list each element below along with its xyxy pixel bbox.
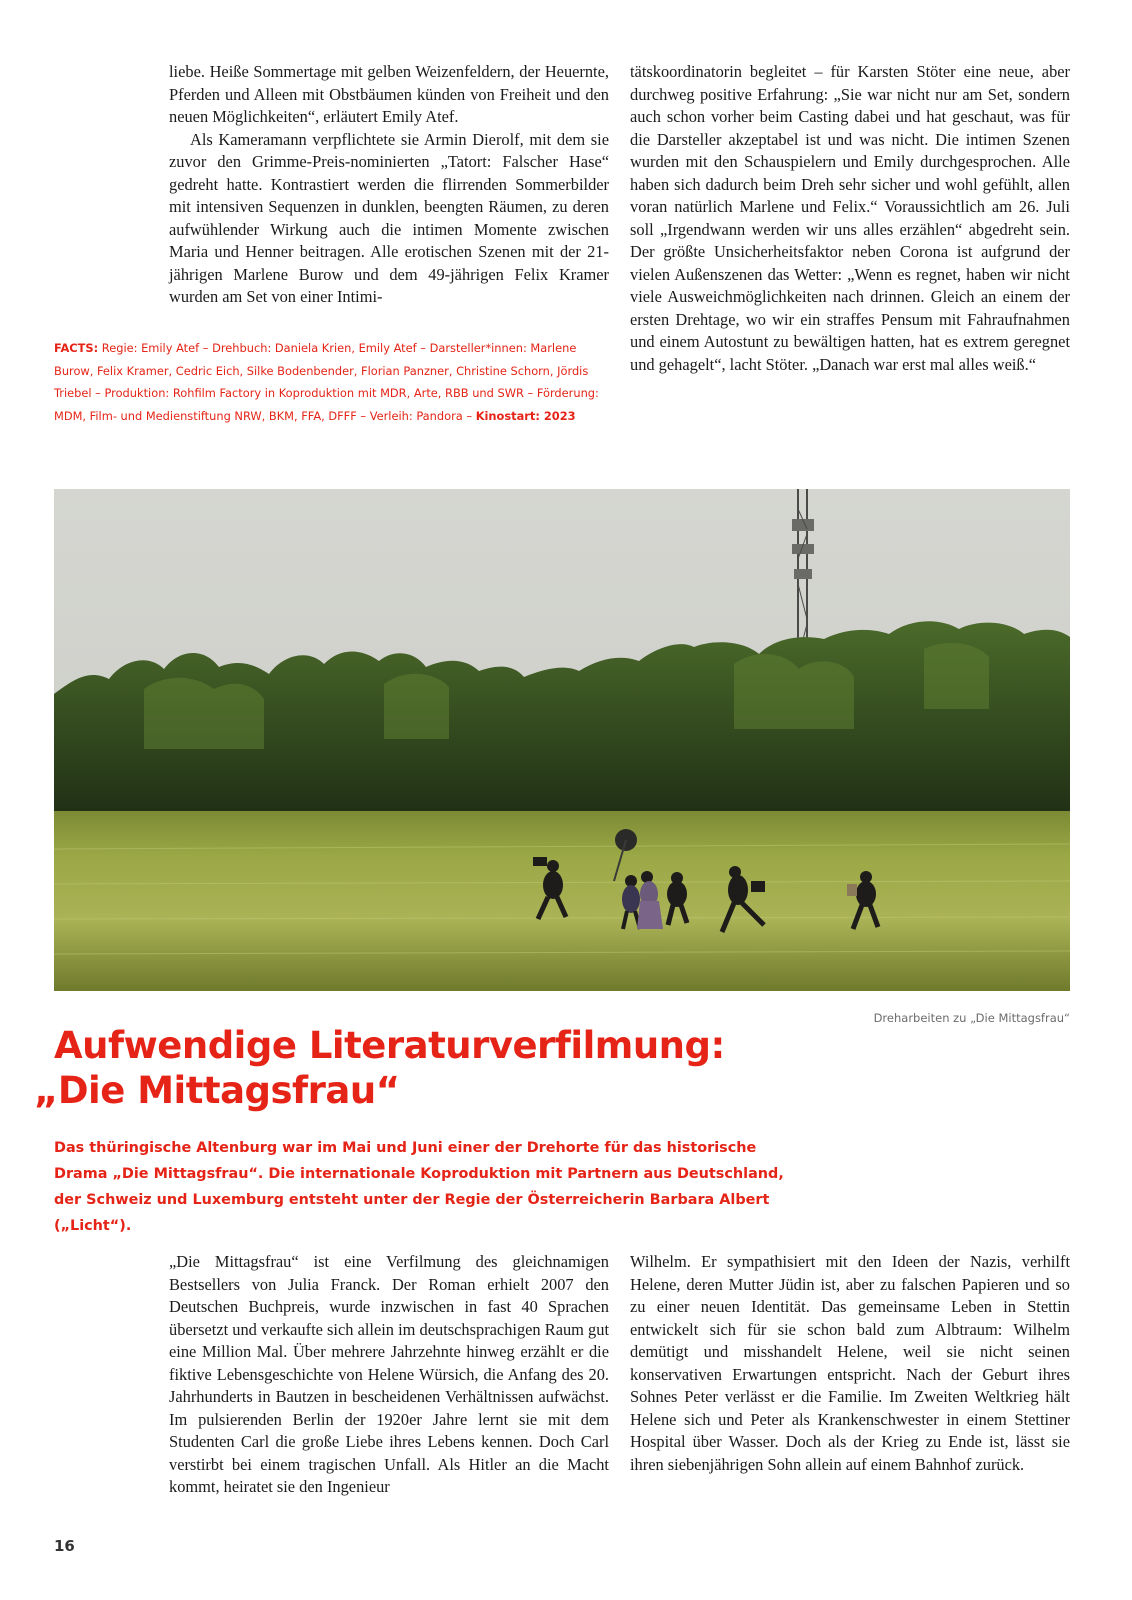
headline-line-2: „Die Mittagsfrau“ [34, 1069, 400, 1112]
article-column-2 [630, 1251, 1070, 1476]
top-article-paragraph: tätskoordinatorin begleitet – für Karsten Stöter eine neue, aber durchweg positive Erfahrung: „Sie war nicht nur am Set, sondern auch schon vorher beim Casting dabei und hat geschaut, was für die Darsteller akzeptabel ist und was nicht. Die intimen Szenen wurden mit den Schauspielern und Emily durchgesprochen. Alle haben sich dadurch beim Dreh sehr sicher und wohl gefühlt, allen voran natürlich Marlene und Felix.“ Voraussichtlich am 26. Juli soll „Irgendwann werden wir uns alles erzählen“ abgedreht sein. Der größte Unsicherheitsfaktor neben Corona ist aufgrund der vielen Außenszenen das Wetter: „Wenn es regnet, haben wir nicht viele Ausweichmöglichkeiten nach drinnen. Gleich an einem der ersten Drehtage, wo wir ein straffes Pensum mit Fahraufnahmen und einem Autostunt zu bewältigen hatten, hat es extrem geregnet und gehagelt“, lacht Stöter. „Danach war erst mal alles weiß.“ [630, 62, 1070, 374]
article-paragraph: Wilhelm. Er sympathisiert mit den Ideen der Nazis, verhilft Helene, deren Mutter Jüdin ist, aber zu falschen Papieren und so zu einer neuen Identität. Das gemeinsame Leben in Stettin entwickelt sich für sie schon bald zum Albtraum: Wilhelm demütigt und misshandelt Helene, weil sie nicht seinen konservativen Erwartungen entspricht. Nach der Geburt ihres Sohnes Peter verlässt er die Familie. Im Zweiten Weltkrieg hält Helene sich und Peter als Krankenschwester in einem Stettiner Hospital über Wasser. Doch als der Krieg zu Ende ist, lässt sie ihren siebenjährigen Sohn allein auf einem Bahnhof zurück. [630, 1252, 1070, 1474]
top-article-column-1 [169, 61, 609, 309]
article-headline [34, 1023, 725, 1113]
article-column-1 [169, 1251, 609, 1499]
top-article-paragraph: liebe. Heiße Sommertage mit gelben Weizenfeldern, der Heuernte, Pferden und Alleen mit Obstbäumen künden von Freiheit und den neuen Möglichkeiten“, erläutert Emily Atef. [169, 62, 609, 126]
film-set-photo-illustration [54, 489, 1070, 991]
top-article-column-2 [630, 61, 1070, 376]
facts-text: Regie: Emily Atef – Drehbuch: Daniela Krien, Emily Atef – Darsteller*innen: Marlene Burow, Felix Kramer, Cedric Eich, Silke Bodenbender, Florian Panzner, Christine Schorn, Jördis Triebel – Produktion: Rohfilm Factory in Koproduktion mit MDR, Arte, RBB und SWR – Förderung: MDM, Film- und Medienstiftung NRW, BKM, FFA, DFFF – Verleih: Pandora – [54, 341, 599, 423]
article-paragraph: „Die Mittagsfrau“ ist eine Verfilmung des gleichnamigen Bestsellers von Julia Franck. Der Roman erhielt 2007 den Deutschen Buchpreis, wurde inzwischen in fast 40 Sprachen übersetzt und verkaufte sich allein im deutschsprachigen Raum gut eine Million Mal. Über mehrere Jahrzehnte hinweg erzählt er die fiktive Lebensgeschichte von Helene Würsich, die Anfang des 20. Jahrhunderts in Bautzen in bescheidenen Verhältnissen aufwächst. Im pulsierenden Berlin der 1920er Jahre lernt sie mit dem Studenten Carl die große Liebe ihres Lebens kennen. Doch Carl verstirbt bei einem tragischen Unfall. Als Hitler an die Macht kommt, heiratet sie den Ingenieur [169, 1252, 609, 1496]
wheat-field [54, 811, 1070, 991]
photo-caption: Dreharbeiten zu „Die Mittagsfrau“ [873, 1011, 1070, 1025]
article-lead: Das thüringische Altenburg war im Mai und Juni einer der Drehorte für das historische Drama „Die Mittagsfrau“. Die internationale Koproduktion mit Partnern aus Deutschland, der Schweiz und Luxemburg entsteht unter der Regie der Österreicherin Barbara Albert („Licht“). [54, 1140, 784, 1234]
facts-box [54, 337, 609, 427]
headline-line-1: Aufwendige Literaturverfilmung: [54, 1024, 725, 1067]
facts-kinostart: Kinostart: 2023 [475, 408, 576, 423]
film-set-photo [54, 489, 1070, 991]
facts-label: FACTS: [54, 341, 99, 355]
page-number: 16 [54, 1537, 75, 1555]
top-article-paragraph: Als Kameramann verpflichtete sie Armin Dierolf, mit dem sie zuvor den Grimme-Preis-nominierten „Tatort: Falscher Hase“ gedreht hatte. Kontrastiert werden die flirrenden Sommerbilder mit intensiven Sequenzen in dunklen, beengten Räumen, zu deren aufwühlender Wirkung auch die intimen Momente zwischen Maria und Henner beitragen. Alle erotischen Szenen mit der 21-jährigen Marlene Burow und dem 49-jährigen Felix Kramer wurden am Set von einer Intimi- [169, 129, 609, 306]
